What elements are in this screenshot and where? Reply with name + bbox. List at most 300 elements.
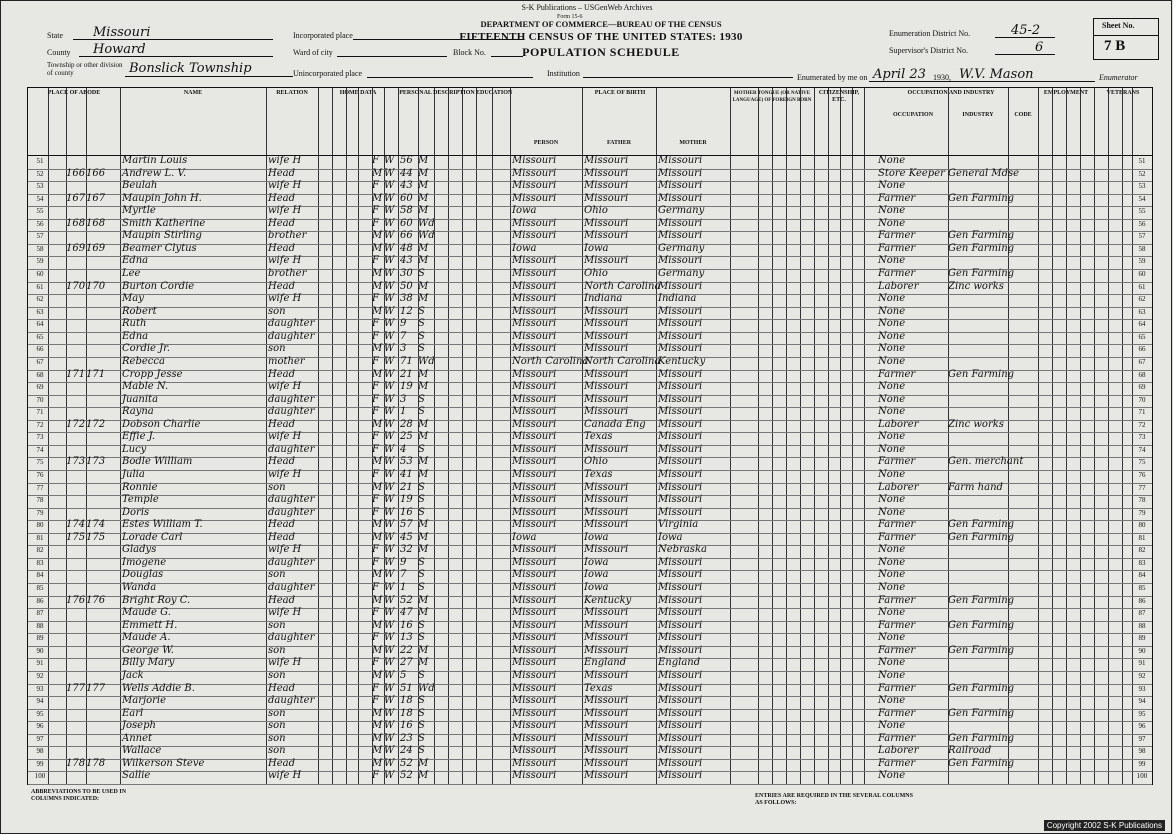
column-rule [120,88,121,784]
birthplace-mother: Missouri [658,469,703,480]
archive-banner: S-K Publications – USGenWeb Archives [521,3,653,12]
race: W [384,569,395,581]
industry: Gen Farming [948,519,1015,531]
occupation: Farmer [878,368,916,380]
birthplace-person: Missouri [512,368,557,380]
line-number-left: 82 [36,546,44,555]
marital-status: S [418,732,425,744]
age: 19 [400,381,413,393]
relation: daughter [268,393,315,405]
birthplace-person: Missouri [512,268,557,280]
age: 1 [400,582,407,594]
birthplace-father: Missouri [584,720,629,732]
race: W [384,456,395,468]
age: 21 [400,481,413,493]
birthplace-person: Missouri [512,431,557,443]
line-number-left: 53 [36,182,44,191]
birthplace-father: England [584,657,627,669]
birthplace-father: Ohio [584,456,608,468]
age: 16 [400,506,413,518]
sex: M [372,418,383,430]
race: W [384,607,395,619]
birthplace-father: Texas [584,682,613,694]
relation: Head [268,167,296,179]
age: 28 [400,418,413,430]
relation: son [268,619,286,631]
township-value: Bonslick Township [129,61,252,76]
relation: Head [268,242,296,254]
occupation: Farmer [878,230,916,242]
sex: F [372,632,379,644]
person-name: Andrew L. V. [122,167,187,179]
birthplace-father: Missouri [584,669,629,681]
row-number: 51 [1138,157,1146,165]
enumerated-line [869,81,1095,82]
industry: Gen Farming [948,732,1015,744]
line-number-left: 81 [36,533,44,542]
age: 21 [400,368,413,380]
row-number: 96 [1138,722,1146,731]
occupation: None [878,669,906,681]
occupation: None [878,569,906,581]
family-number: 174 [86,519,106,531]
occupation: Farmer [878,619,916,631]
relation: Head [268,757,296,769]
race: W [384,770,395,782]
census-heading: FIFTEENTH CENSUS OF THE UNITED STATES: 1930 [459,31,743,43]
relation: Head [268,531,296,543]
enumerated-date: April 23 [873,67,926,82]
person-name: George W. [122,644,174,656]
occupation: None [878,582,906,594]
age: 47 [400,607,413,619]
ward-line [337,56,447,57]
occupation: None [878,255,906,267]
relation: daughter [268,556,315,568]
line-number-left: 64 [36,320,44,329]
marital-status: M [418,205,429,217]
person-name: Wells Addie B. [122,682,195,694]
occupation: Store Keeper [878,167,945,179]
person-name: Sallie [122,770,151,782]
person-name: Julia [122,469,145,480]
birthplace-person: Missouri [512,343,557,355]
industry: Farm hand [948,481,1003,493]
line-number-left: 77 [36,483,44,492]
occupation: Farmer [878,682,916,694]
marital-status: S [418,330,425,342]
age: 7 [400,330,407,342]
person-name: Beamer Clytus [122,242,197,254]
enumerated-year: 1930, [933,73,951,82]
sex: F [372,695,379,707]
marital-status: M [418,657,429,669]
age: 7 [400,569,407,581]
birthplace-father: Iowa [584,531,609,543]
relation: wife H [268,770,302,782]
sex: F [372,393,379,405]
line-number-left: 66 [36,345,44,354]
age: 24 [400,745,413,757]
occupation: Farmer [878,456,916,468]
marital-status: S [418,619,425,631]
marital-status: Wd [418,355,435,367]
age: 43 [400,180,413,192]
line-number-left: 80 [36,521,44,530]
occupation: None [878,469,906,480]
race: W [384,669,395,681]
occupation: None [878,355,906,367]
marital-status: M [418,293,429,305]
row-number: 83 [1138,558,1146,567]
relation: wife H [268,469,302,480]
row-number: 58 [1138,244,1146,253]
relation: daughter [268,632,315,644]
family-number: 171 [86,368,106,380]
birthplace-mother: Missouri [658,368,703,380]
marital-status: M [418,770,429,782]
relation: brother [268,268,307,280]
mother-tongue-header: MOTHER TONGUE (OR NATIVE LANGUAGE) OF FOREIGN BORN [732,91,812,103]
sheet-divider [1094,35,1158,36]
row-number: 89 [1138,634,1146,643]
line-number-left: 70 [36,395,44,404]
occupation: None [878,393,906,405]
person-name: Temple [122,494,159,506]
race: W [384,443,395,455]
age: 9 [400,556,407,568]
occupation: Farmer [878,732,916,744]
marital-status: S [418,556,425,568]
relation: wife H [268,205,302,217]
industry: Gen Farming [948,757,1015,769]
birthplace-father: Ohio [584,268,608,280]
person-name: Emmett H. [122,619,178,631]
occupation: Laborer [878,745,919,757]
birthplace-father: Missouri [584,230,629,242]
row-number: 76 [1138,471,1146,479]
schedule-title: POPULATION SCHEDULE [522,45,680,59]
line-number-left: 85 [36,584,44,593]
enum-district-line [995,37,1055,38]
occupation: None [878,318,906,330]
marital-status: S [418,569,425,581]
sex: F [372,330,379,342]
birthplace-mother: Missouri [658,619,703,631]
birthplace-father: Missouri [584,393,629,405]
marital-status: M [418,167,429,179]
sex: F [372,443,379,455]
sex: M [372,268,383,280]
dwelling-number: 167 [66,192,86,204]
unincorporated-label: Unincorporated place [293,69,363,78]
line-number-left: 93 [36,684,44,693]
birthplace-father: Iowa [584,556,609,568]
occupation: None [878,632,906,644]
birthplace-mother: Missouri [658,180,703,192]
person-name: Wanda [122,582,157,594]
family-number: 172 [86,418,106,430]
institution-line [583,77,793,78]
row-number: 54 [1138,194,1146,203]
birthplace-father: Missouri [584,318,629,330]
relation: daughter [268,330,315,342]
birthplace-mother: Missouri [658,707,703,719]
person-name: Smith Katherine [122,217,206,229]
county-label: County [47,48,71,57]
row-number: 68 [1138,370,1146,379]
age: 71 [400,355,413,367]
column-rule [266,88,267,784]
age: 4 [400,443,407,455]
race: W [384,305,395,317]
birthplace-father: Texas [584,431,613,443]
marital-status: M [418,242,429,254]
row-number: 82 [1138,546,1146,555]
birthplace-father: Missouri [584,506,629,518]
line-number-left: 65 [36,332,44,341]
relation: daughter [268,695,315,707]
age: 27 [400,657,413,669]
relation: daughter [268,406,315,418]
marital-status: S [418,582,425,594]
person-name: Marjorie [122,695,166,707]
birthplace-mother: Missouri [658,632,703,644]
column-rule [358,88,359,784]
birthplace-mother: Missouri [658,732,703,744]
birthplace-person: Missouri [512,594,557,606]
sex: F [372,155,379,166]
marital-status: M [418,531,429,543]
birthplace-person: North Carolina [512,355,589,367]
sex: M [372,481,383,493]
birthplace-mother: Missouri [658,720,703,732]
person-name: Maude A. [122,632,171,644]
relation: son [268,644,286,656]
age: 30 [400,268,413,280]
birthplace-person: Missouri [512,607,557,619]
row-number: 97 [1138,734,1146,743]
row-number: 81 [1138,533,1146,542]
relation: Head [268,368,296,380]
birthplace-mother: Germany [658,268,705,280]
row-number: 64 [1138,320,1146,329]
birthplace-father: Missouri [584,632,629,644]
sex: F [372,657,379,669]
footer-notes [27,785,1151,823]
industry-subheader: INDUSTRY [962,112,994,118]
sex: M [372,594,383,606]
line-number-left: 52 [36,169,44,178]
marital-status: S [418,669,425,681]
unincorporated-line [367,77,533,78]
birthplace-person: Missouri [512,393,557,405]
block-label: Block No. [453,48,486,57]
row-number: 75 [1138,458,1146,467]
marital-status: S [418,318,425,330]
line-number-left: 94 [36,697,44,706]
birthplace-mother: Missouri [658,343,703,355]
birthplace-person: Missouri [512,456,557,468]
marital-status: M [418,368,429,380]
birthplace-father: Missouri [584,494,629,506]
employment-header: EMPLOYMENT [1043,90,1089,96]
row-number: 99 [1138,759,1146,768]
column-rule [346,88,347,784]
age: 60 [400,192,413,204]
row-number: 94 [1138,697,1146,706]
birthplace-person: Missouri [512,167,557,179]
row-number: 84 [1138,571,1146,580]
relation: son [268,481,286,493]
sex: F [372,607,379,619]
sex: M [372,230,383,242]
person-name: Cordie Jr. [122,343,171,355]
line-number-left: 74 [36,445,44,454]
birthplace-father: Missouri [584,481,629,493]
state-line [73,39,273,40]
state-value: Missouri [93,25,151,40]
age: 52 [400,757,413,769]
relation: Head [268,280,296,292]
relation: daughter [268,318,315,330]
industry: Gen Farming [948,707,1015,719]
dwelling-number: 178 [66,757,86,769]
person-name: Gladys [122,544,157,556]
birthplace-person: Missouri [512,192,557,204]
row-number: 57 [1138,232,1146,241]
birthplace-father: Missouri [584,770,629,782]
age: 53 [400,456,413,468]
column-rule [1080,88,1081,784]
sex: M [372,368,383,380]
column-rule [398,88,399,784]
marital-status: S [418,393,425,405]
birthplace-mother: Missouri [658,167,703,179]
column-rule [864,88,865,784]
column-rule [730,88,731,784]
occupation: None [878,217,906,229]
family-number: 178 [86,757,106,769]
sex: F [372,355,379,367]
row-number: 70 [1138,395,1146,404]
line-number-left: 84 [36,571,44,580]
row-number: 66 [1138,345,1146,354]
row-number: 77 [1138,483,1146,492]
supervisor-value: 6 [1035,40,1044,55]
birthplace-father: Indiana [584,293,623,305]
relation: daughter [268,582,315,594]
age: 5 [400,669,407,681]
row-number: 98 [1138,747,1146,756]
birthplace-mother: Missouri [658,192,703,204]
marital-status: M [418,594,429,606]
birthplace-mother: Missouri [658,481,703,493]
relation: daughter [268,494,315,506]
line-number-left: 67 [36,357,44,366]
occupation: Laborer [878,280,919,292]
age: 44 [400,167,413,179]
sex: M [372,707,383,719]
race: W [384,481,395,493]
sex: M [372,619,383,631]
birthplace-mother: Missouri [658,305,703,317]
place-of-abode-header: PLACE OF ABODE [47,90,101,96]
race: W [384,531,395,543]
person-name: Edna [122,255,149,267]
line-number-left: 63 [36,307,44,316]
line-number-left: 83 [36,558,44,567]
name-header: NAME [183,90,203,96]
marital-status: M [418,456,429,468]
birthplace-person: Missouri [512,582,557,594]
industry: Zinc works [948,280,1004,292]
row-number: 74 [1138,445,1146,454]
relation: son [268,305,286,317]
birthplace-father: Missouri [584,695,629,707]
birthplace-person: Missouri [512,732,557,744]
race: W [384,155,395,166]
birthplace-father: Missouri [584,305,629,317]
sex: F [372,682,379,694]
sex: M [372,167,383,179]
person-name: Mable N. [122,381,169,393]
sex: F [372,431,379,443]
line-number-left: 69 [36,383,44,392]
occupation: None [878,720,906,732]
birthplace-mother: Indiana [658,293,697,305]
birthplace-mother: Missouri [658,443,703,455]
occupation: Laborer [878,481,919,493]
marital-status: S [418,506,425,518]
birthplace-person: Missouri [512,469,557,480]
sex: M [372,569,383,581]
birthplace-mother: Missouri [658,318,703,330]
birthplace-person: Missouri [512,544,557,556]
occupation-subheader: OCCUPATION [892,112,934,118]
marital-status: S [418,745,425,757]
birthplace-person: Missouri [512,443,557,455]
birthplace-father: Missouri [584,619,629,631]
line-number-left: 92 [36,671,44,680]
marital-status: M [418,155,429,166]
birthplace-father: Missouri [584,343,629,355]
birthplace-mother: Missouri [658,406,703,418]
line-number-left: 56 [36,219,44,228]
column-rule [1108,88,1109,784]
occupation: None [878,180,906,192]
birthplace-father: Missouri [584,381,629,393]
age: 43 [400,255,413,267]
industry: Gen Farming [948,192,1015,204]
column-rule [462,88,463,784]
person-name: Maupin Stirling [122,230,202,242]
race: W [384,205,395,217]
enumerator-name: W.V. Mason [959,67,1034,82]
column-rule [758,88,759,784]
birthplace-mother: Missouri [658,695,703,707]
relation: wife H [268,544,302,556]
birthplace-mother: Missouri [658,582,703,594]
race: W [384,180,395,192]
line-number-left: 59 [36,257,44,266]
occupation: None [878,443,906,455]
person-name: Robert [122,305,157,317]
person-name: Estes William T. [122,519,203,531]
occupation: Farmer [878,531,916,543]
industry: Gen Farming [948,682,1015,694]
birthplace-father: Missouri [584,180,629,192]
